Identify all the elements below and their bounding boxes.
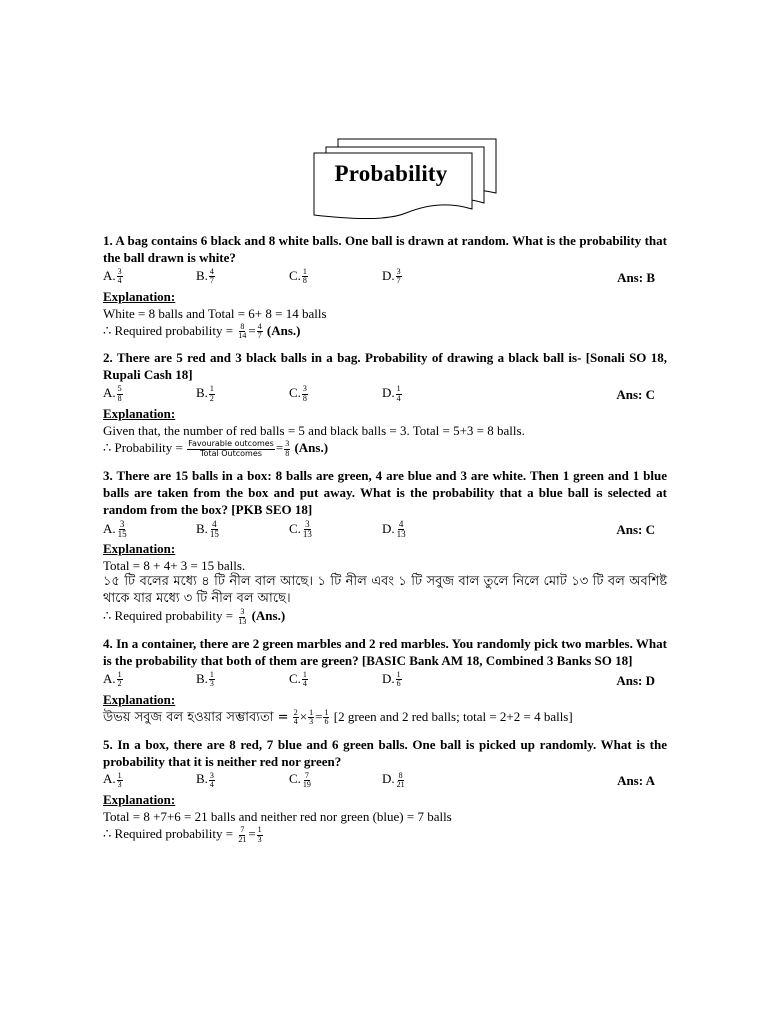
answer-label: Ans: B	[617, 269, 655, 285]
question-text: 2. There are 5 red and 3 black balls in a bag. Probability of drawing a black ball is- [Sonali SO 18, Rupali Cash 18]	[103, 350, 667, 383]
option-a: A. $\frac{1}{3}$	[103, 770, 122, 789]
answer-label: Ans: C	[616, 387, 655, 403]
option-d: D. $\frac{1}{6}$	[382, 669, 401, 689]
question-5	[103, 737, 667, 844]
option-b: B. $\frac{3}{4}$	[196, 770, 214, 789]
options-row	[103, 671, 667, 691]
question-4	[103, 636, 667, 727]
explanation-heading: Explanation:	[103, 792, 176, 808]
options-row	[103, 520, 667, 540]
explanation-heading: Explanation:	[103, 406, 176, 422]
explanation-line: White = 8 balls and Total = 6+ 8 = 14 balls	[103, 305, 327, 321]
option-a: A. $\frac{1}{2}$	[103, 669, 122, 689]
option-a: A. $\frac{3}{15}$	[103, 518, 127, 540]
option-c: C. $\frac{3}{13}$	[289, 518, 312, 540]
answer-label: Ans: D	[616, 672, 655, 688]
options-row	[103, 771, 667, 791]
option-d: D. $\frac{1}{4}$	[382, 384, 401, 403]
explanation-line: Given that, the number of red balls = 5 and black balls = 3. Total = 5+3 = 8 balls.	[103, 423, 525, 439]
answer-label: Ans: C	[616, 521, 655, 537]
options-row	[103, 268, 667, 288]
question-list	[103, 233, 667, 854]
explanation-result: ∴ Required probability = $\frac{3}{13}$ (Ans.)	[103, 607, 286, 626]
option-c: C. $\frac{1}{4}$	[289, 669, 307, 689]
question-1	[103, 233, 667, 340]
question-text: 3. There are 15 balls in a box: 8 balls are green, 4 are blue and 3 are white. Then 1 green and 1 blue balls are taken from the box and put away. What is the probability that a blue ball is selected at random from the box? [PKB SEO 18]	[103, 467, 667, 517]
explanation-heading: Explanation:	[103, 691, 176, 707]
explanation-result: ∴ Probability = $\frac{\text{Favourable outcomes}}{\text{Total Outcomes}}$ = $\frac{3}{8}$ (Ans.)	[103, 439, 329, 458]
option-a: A. $\frac{5}{8}$	[103, 384, 122, 403]
page-title: Probability	[334, 161, 448, 186]
option-d: D. $\frac{8}{21}$	[382, 770, 405, 789]
question-text: 4. In a container, there are 2 green marbles and 2 red marbles. You randomly pick two marbles. What is the probability that both of them are green? [BASIC Bank AM 18, Combined 3 Banks SO 18]	[103, 636, 667, 668]
title-banner	[312, 137, 498, 223]
explanation-heading: Explanation:	[103, 540, 176, 556]
option-b: B. $\frac{1}{3}$	[196, 669, 214, 689]
option-d: D. $\frac{3}{7}$	[382, 266, 401, 286]
question-2	[103, 350, 667, 457]
question-text: 1. A bag contains 6 black and 8 white balls. One ball is drawn at random. What is the probability that the ball drawn is white?	[103, 233, 667, 265]
explanation-line: Total = 8 + 4+ 3 = 15 balls.	[103, 557, 246, 573]
option-a: A. $\frac{3}{4}$	[103, 266, 122, 286]
option-b: B. $\frac{1}{2}$	[196, 384, 214, 403]
explanation-line: Total = 8 +7+6 = 21 balls and neither red nor green (blue) = 7 balls	[103, 809, 452, 825]
question-3	[103, 468, 667, 626]
option-b: B. $\frac{4}{7}$	[196, 266, 214, 286]
option-d: D. $\frac{4}{13}$	[382, 518, 406, 540]
answer-label: Ans: A	[617, 773, 655, 789]
option-c: C. $\frac{1}{8}$	[289, 266, 307, 286]
option-c: C. $\frac{7}{19}$	[289, 770, 311, 789]
question-text: 5. In a box, there are 8 red, 7 blue and 6 green balls. One ball is picked up randomly. What is the probability that it is neither red nor green?	[103, 736, 667, 769]
option-b: B. $\frac{4}{15}$	[196, 518, 219, 540]
explanation-heading: Explanation:	[103, 288, 176, 304]
explanation-result: ∴ Required probability = $\frac{7}{21}$ = $\frac{1}{3}$	[103, 825, 262, 844]
option-c: C. $\frac{3}{8}$	[289, 384, 307, 403]
bangla-explanation: ১৫ টি বলের মধ্যে ৪ টি নীল বাল আছে। ১ টি নীল এবং ১ টি সবুজ বাল তুলে নিলে মোট ১৩ টি বল অবশিষ্ট থাকে যার মধ্যে ৩ টি নীল বল আছে।	[103, 574, 667, 607]
explanation-result: উভয় সবুজ বল হওয়ার সম্ভাব্যতা = $\frac{2}{4}$ × $\frac{1}{3}$ = $\frac{1}{6}$ [2 green and 2 red balls; total = 2+2 = 4 balls]	[103, 707, 573, 727]
options-row	[103, 385, 667, 405]
explanation-result: ∴ Required probability = $\frac{8}{14}$ = $\frac{4}{7}$ (Ans.)	[103, 321, 301, 341]
